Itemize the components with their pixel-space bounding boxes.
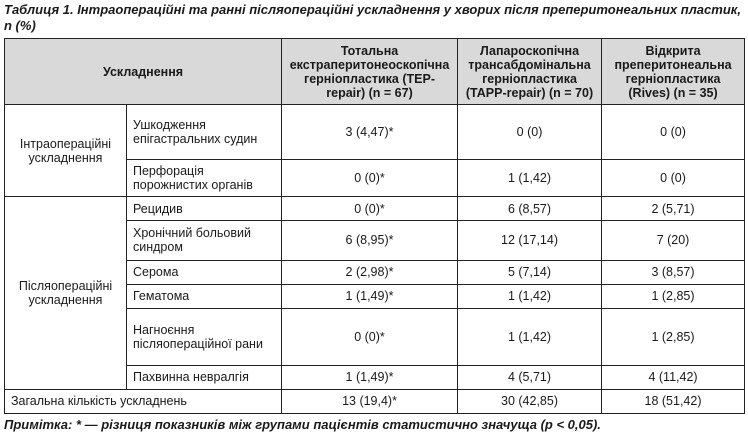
header-complications: Ускладнення bbox=[5, 39, 282, 105]
row-label: Рецидив bbox=[127, 197, 282, 221]
header-tep: Тотальна екстраперитонеоскопічна герніопластика (TEP-repair) (n = 67) bbox=[282, 39, 458, 105]
cell-tapp: 6 (8,57) bbox=[458, 197, 602, 221]
row-label: Нагноєння післяопераційної рани bbox=[127, 308, 282, 365]
cell-tapp: 1 (1,42) bbox=[458, 284, 602, 308]
table-row bbox=[5, 105, 745, 160]
row-label: Ушкодження епігастральних судин bbox=[127, 105, 282, 160]
cell-tep: 2 (2,98)* bbox=[282, 260, 458, 284]
total-row bbox=[5, 389, 745, 413]
cell-tapp: 1 (1,42) bbox=[458, 308, 602, 365]
cell-tapp: 0 (0) bbox=[458, 105, 602, 160]
row-label: Хронічний больовий синдром bbox=[127, 221, 282, 260]
cell-tapp: 12 (17,14) bbox=[458, 221, 602, 260]
cell-rives: 2 (5,71) bbox=[602, 197, 745, 221]
cell-rives: 1 (2,85) bbox=[602, 284, 745, 308]
row-label: Перфорація порожнистих органів bbox=[127, 159, 282, 196]
header-tapp: Лапароскопічна трансабдомінальна герніопластика (TAPP-repair) (n = 70) bbox=[458, 39, 602, 105]
cell-tep: 6 (8,95)* bbox=[282, 221, 458, 260]
group-intraoperative: Інтраопераційні ускладнення bbox=[5, 105, 127, 197]
table-footnote: Примітка: * — різниця показників між групами пацієнтів статистично значуща (р < 0,05). bbox=[4, 417, 601, 432]
cell-tep: 0 (0)* bbox=[282, 308, 458, 365]
complications-table bbox=[4, 38, 745, 414]
table-caption: Таблиця 1. Інтраопераційні та ранні післяопераційні ускладнення у хворих після преперитонеальних пластик, n (%) bbox=[4, 2, 741, 33]
total-tep: 13 (19,4)* bbox=[282, 389, 458, 413]
total-tapp: 30 (42,85) bbox=[458, 389, 602, 413]
cell-tep: 3 (4,47)* bbox=[282, 105, 458, 160]
table-header-row bbox=[5, 39, 745, 105]
header-rives: Відкрита преперитонеальна герніопластика (Rives) (n = 35) bbox=[602, 39, 745, 105]
total-label: Загальна кількість ускладнень bbox=[5, 389, 282, 413]
row-label: Пахвинна невралгія bbox=[127, 365, 282, 389]
cell-rives: 0 (0) bbox=[602, 159, 745, 196]
total-rives: 18 (51,42) bbox=[602, 389, 745, 413]
cell-tep: 0 (0)* bbox=[282, 159, 458, 196]
cell-tep: 1 (1,49)* bbox=[282, 365, 458, 389]
cell-rives: 1 (2,85) bbox=[602, 308, 745, 365]
cell-tep: 1 (1,49)* bbox=[282, 284, 458, 308]
table-row bbox=[5, 197, 745, 221]
cell-tapp: 1 (1,42) bbox=[458, 159, 602, 196]
row-label: Серома bbox=[127, 260, 282, 284]
cell-tapp: 5 (7,14) bbox=[458, 260, 602, 284]
cell-rives: 3 (8,57) bbox=[602, 260, 745, 284]
group-postoperative: Післяопераційні ускладнення bbox=[5, 197, 127, 390]
cell-tapp: 4 (5,71) bbox=[458, 365, 602, 389]
row-label: Гематома bbox=[127, 284, 282, 308]
cell-rives: 4 (11,42) bbox=[602, 365, 745, 389]
cell-tep: 0 (0)* bbox=[282, 197, 458, 221]
cell-rives: 0 (0) bbox=[602, 105, 745, 160]
cell-rives: 7 (20) bbox=[602, 221, 745, 260]
